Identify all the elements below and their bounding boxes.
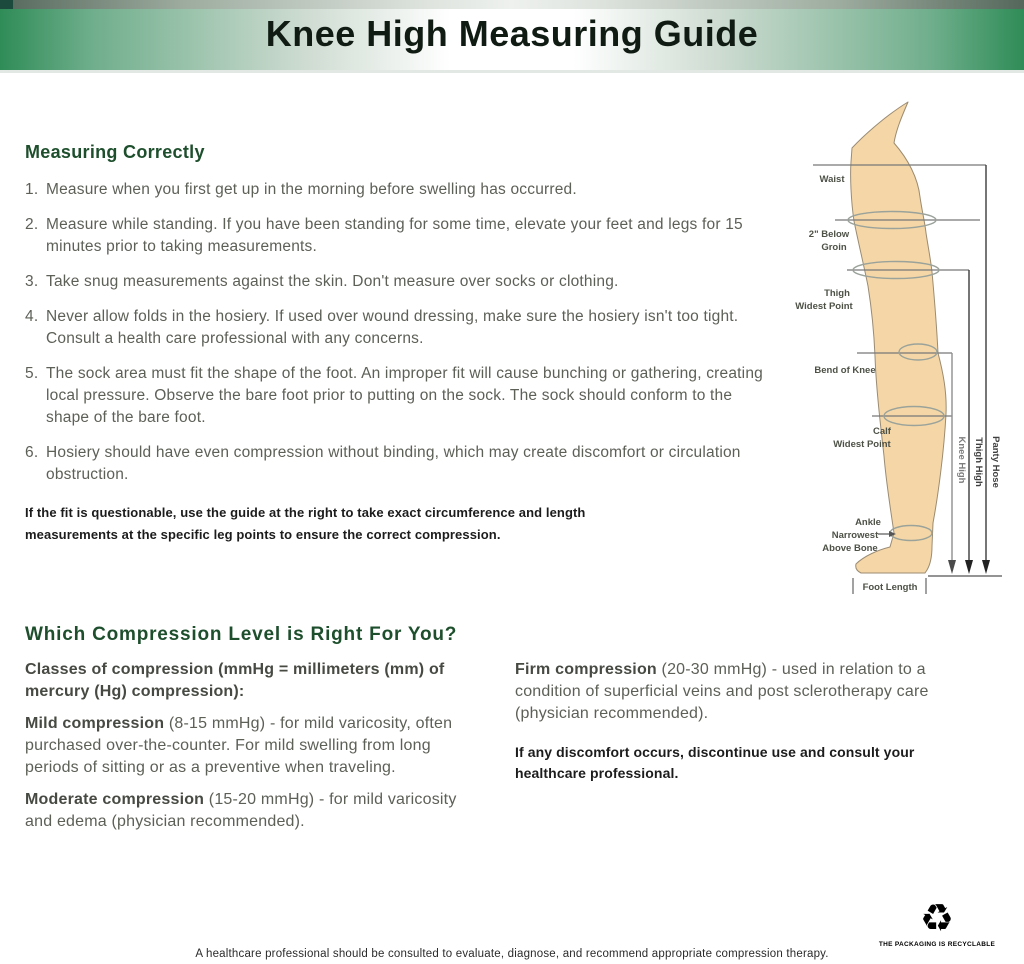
recycling-mark <box>867 896 1007 948</box>
knee-high-label: Knee High <box>956 436 967 484</box>
compression-right-column <box>515 659 995 784</box>
panty-hose-arrowhead <box>982 560 990 574</box>
classes-intro <box>25 659 480 703</box>
header-banner <box>0 0 1024 74</box>
fit-guide-note: If the fit is questionable, use the guide at the right to take exact circumference and length measurements at the specific leg points to ensure the correct compression. <box>25 505 586 542</box>
thigh-label-1: Thigh <box>824 288 850 299</box>
firm-compression-name: Firm compression <box>515 661 657 678</box>
ankle-label-3: Above Bone <box>822 543 878 554</box>
list-item <box>25 271 775 293</box>
item-number: 2. <box>25 216 39 233</box>
list-item <box>25 442 775 486</box>
bend-of-knee-label: Bend of Knee <box>814 365 876 376</box>
waist-label: Waist <box>819 174 845 185</box>
compression-left-column <box>25 659 480 843</box>
item-text: Take snug measurements against the skin. Don't measure over socks or clothing. <box>46 273 619 290</box>
header-corner-accent <box>0 0 13 9</box>
discomfort-warning: If any discomfort occurs, discontinue use and consult your healthcare professional. <box>515 744 915 781</box>
moderate-compression-name: Moderate compression <box>25 791 205 808</box>
foot-length-label: Foot Length <box>862 582 918 593</box>
firm-compression-text: (20-30 mmHg) - used in relation to a condition of superficial veins and post sclerotherapy care (physician recommended). <box>515 661 929 722</box>
classes-intro-text: Classes of compression (mmHg = millimeters (mm) of mercury (Hg) compression): <box>25 661 445 700</box>
calf-label-2: Widest Point <box>833 439 891 450</box>
item-text: Never allow folds in the hosiery. If used over wound dressing, make sure the hosiery isn't too tight. Consult a health care professional with any concerns. <box>46 308 739 347</box>
moderate-compression-text: (15-20 mmHg) - for mild varicosity and edema (physician recommended). <box>25 791 457 830</box>
measuring-heading: Measuring Correctly <box>25 142 205 162</box>
ankle-label-2: Narrowest <box>831 530 879 541</box>
moderate-compression-para <box>25 789 480 833</box>
thigh-label-2: Widest Point <box>795 301 853 312</box>
item-text: Measure when you first get up in the morning before swelling has occurred. <box>46 181 577 198</box>
item-text: Hosiery should have even compression without binding, which may create discomfort or circulation obstruction. <box>46 444 741 483</box>
mild-compression-para <box>25 713 480 779</box>
mild-compression-name: Mild compression <box>25 715 165 732</box>
ankle-label-1: Ankle <box>855 517 881 528</box>
leg-diagram-svg <box>790 100 1024 600</box>
item-number: 3. <box>25 273 39 290</box>
list-item <box>25 306 775 350</box>
page-title: Knee High Measuring Guide <box>265 13 759 54</box>
item-number: 1. <box>25 181 39 198</box>
knee-high-arrowhead <box>948 560 956 574</box>
recycle-icon: ♻ <box>919 896 955 940</box>
item-text: The sock area must fit the shape of the foot. An improper fit will cause bunching or gathering, creating local pressure. Observe the bare foot prior to putting on the sock. The sock should conform to the shape of the bare foot. <box>46 365 763 426</box>
list-item <box>25 363 775 429</box>
thigh-high-label: Thigh High <box>973 437 984 487</box>
compression-heading: Which Compression Level is Right For You? <box>25 624 458 645</box>
item-number: 6. <box>25 444 39 461</box>
item-number: 4. <box>25 308 39 325</box>
leg-silhouette <box>851 102 947 573</box>
item-text: Measure while standing. If you have been standing for some time, elevate your feet and legs for 15 minutes prior to taking measurements. <box>46 216 743 255</box>
footer-disclaimer: A healthcare professional should be consulted to evaluate, diagnose, and recommend appropriate compression therapy. <box>195 948 829 960</box>
mild-compression-text: (8-15 mmHg) - for mild varicosity, often purchased over-the-counter. For mild swelling from long periods of sitting or as a preventive when traveling. <box>25 715 453 776</box>
measuring-correctly-section <box>25 142 775 546</box>
thigh-high-arrowhead <box>965 560 973 574</box>
calf-label-1: Calf <box>873 426 891 437</box>
list-item <box>25 214 775 258</box>
list-item <box>25 179 775 201</box>
recyclable-label: THE PACKAGING IS RECYCLABLE <box>878 941 996 948</box>
firm-compression-para <box>515 659 995 725</box>
leg-measuring-diagram <box>790 100 1024 600</box>
panty-hose-label: Panty Hose <box>990 436 1001 488</box>
below-groin-label-1: 2" Below <box>808 229 850 240</box>
below-groin-label-2: Groin <box>821 242 847 253</box>
item-number: 5. <box>25 365 39 382</box>
header-top-strip <box>0 0 1024 9</box>
